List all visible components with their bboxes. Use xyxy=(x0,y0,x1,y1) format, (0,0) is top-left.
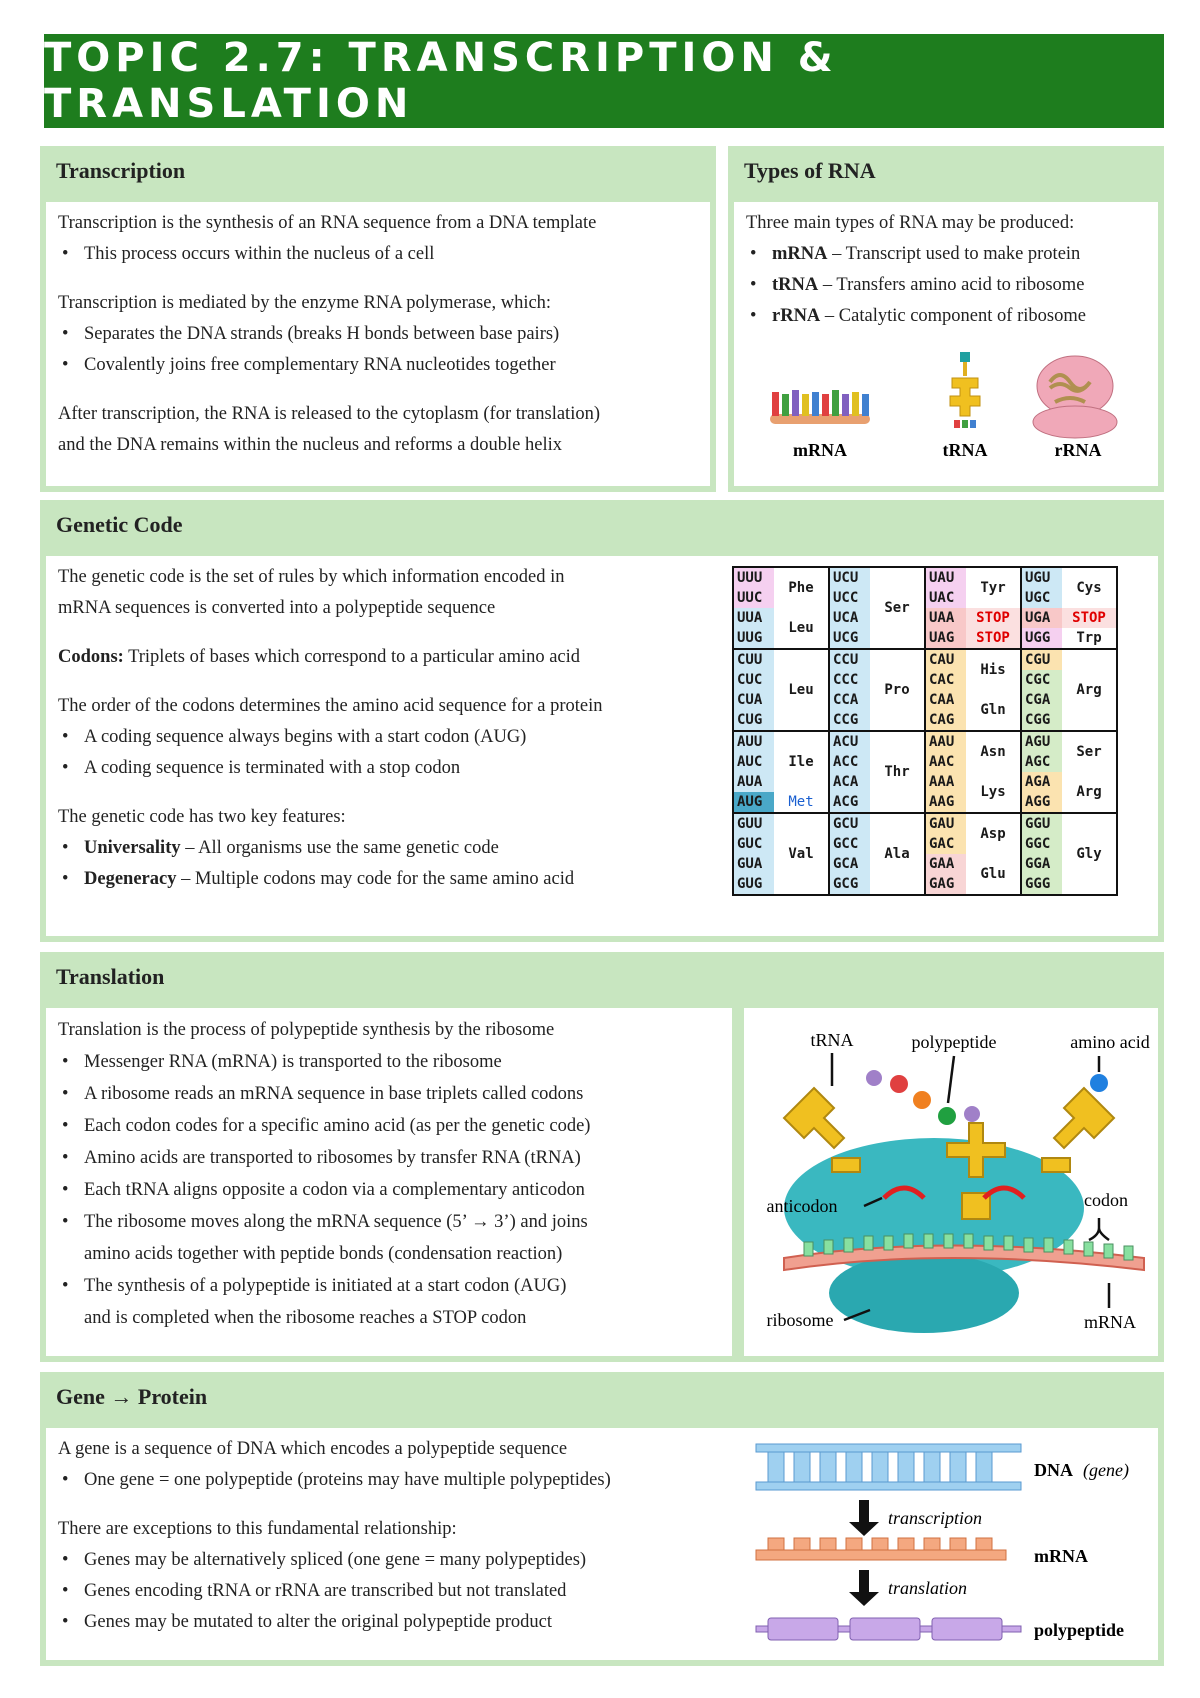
diagram-trna-label: tRNA xyxy=(810,1030,854,1050)
translation-diagram xyxy=(744,1008,1158,1356)
genetic-p3: The genetic code has two key features: xyxy=(58,807,346,827)
transcription-p2: Transcription is mediated by the enzyme RNA polymerase, which: xyxy=(58,293,552,313)
translation-panel xyxy=(40,952,1164,1362)
codon-cell: GGU xyxy=(1021,813,1062,834)
amino-acid-cell: Pro xyxy=(870,649,925,731)
feature-item: • Degeneracy – Multiple codons may code for the same amino acid xyxy=(58,864,758,895)
codon-cell: CAG xyxy=(925,710,966,731)
amino-acid-cell: Asn xyxy=(966,731,1021,772)
genetic-p2: The order of the codons determines the amino acid sequence for a protein xyxy=(58,696,603,716)
amino-acid-cell: Met xyxy=(774,792,829,813)
types-intro: Three main types of RNA may be produced: xyxy=(746,213,1075,233)
trna-right xyxy=(1042,1088,1114,1172)
amino-acid-bead xyxy=(938,1107,956,1125)
amino-acid-cell: Ser xyxy=(1062,731,1117,772)
codon-cell: GCU xyxy=(829,813,870,834)
feature-item: • Universality – All organisms use the same genetic code xyxy=(58,833,758,864)
diagram-mrna-label: mRNA xyxy=(1083,1312,1137,1332)
rrna-label: rRNA xyxy=(1054,440,1102,460)
codon-cell: ACA xyxy=(829,772,870,792)
codon-cell: ACG xyxy=(829,792,870,813)
codon-cell: AAG xyxy=(925,792,966,813)
codon-cell: UUU xyxy=(733,567,774,588)
codon-cell: ACU xyxy=(829,731,870,752)
codon-cell: UGA xyxy=(1021,608,1062,628)
amino-acid-bead xyxy=(866,1070,882,1086)
codon-cell: CUC xyxy=(733,670,774,690)
codon-cell: GGC xyxy=(1021,834,1062,854)
amino-acid-cell: Leu xyxy=(774,649,829,731)
codon-cell: AUG xyxy=(733,792,774,813)
transcription-bullet: • This process occurs within the nucleus of a cell xyxy=(58,239,698,270)
mrna-icon xyxy=(770,390,870,424)
codon-cell: CCC xyxy=(829,670,870,690)
genetic-heading: Genetic Code xyxy=(56,512,183,537)
amino-acid-cell: Gly xyxy=(1062,813,1117,895)
amino-acid-cell: Lys xyxy=(966,772,1021,813)
gene-protein-diagram xyxy=(746,1434,1156,1658)
mrna-label: mRNA xyxy=(793,440,847,460)
codon-cell: AGC xyxy=(1021,752,1062,772)
codon-cell: CCG xyxy=(829,710,870,731)
translation-heading: Translation xyxy=(56,964,165,989)
amino-acid-bead xyxy=(890,1075,908,1093)
codon-cell: GAA xyxy=(925,854,966,874)
transcription-p3: and the DNA remains within the nucleus and reforms a double helix xyxy=(58,435,562,455)
amino-acid-cell: Arg xyxy=(1062,772,1117,813)
codon-cell: UCA xyxy=(829,608,870,628)
trna-icon xyxy=(950,352,980,428)
amino-acid-cell: STOP xyxy=(1062,608,1117,628)
codon-cell: AUC xyxy=(733,752,774,772)
translation-bullet: • Amino acids are transported to ribosomes by transfer RNA (tRNA) xyxy=(58,1142,720,1174)
genetic-bullet: • A coding sequence is terminated with a stop codon xyxy=(58,753,758,784)
types-heading: Types of RNA xyxy=(744,158,876,183)
codon-row xyxy=(733,792,1117,813)
gene-bullet: • One gene = one polypeptide (proteins may have multiple polypeptides) xyxy=(58,1465,1146,1496)
codon-cell: AGA xyxy=(1021,772,1062,792)
gene-bullet: • Genes may be mutated to alter the original polypeptide product xyxy=(58,1607,1146,1638)
amino-acid-cell: Tyr xyxy=(966,567,1021,608)
amino-acid-cell: Arg xyxy=(1062,649,1117,731)
codon-cell: GCC xyxy=(829,834,870,854)
translation-p1: Translation is the process of polypeptide synthesis by the ribosome xyxy=(58,1020,555,1040)
free-amino-acid xyxy=(1090,1074,1108,1092)
amino-acid-cell: STOP xyxy=(966,628,1021,649)
codon-cell: GUG xyxy=(733,874,774,895)
codon-cell: GUC xyxy=(733,834,774,854)
translation-bullet: • Messenger RNA (mRNA) is transported to the ribosome xyxy=(58,1046,720,1078)
transcription-heading: Transcription xyxy=(56,158,186,183)
codons-definition: Codons: Triplets of bases which correspond to a particular amino acid xyxy=(58,647,581,667)
dna-label: DNA xyxy=(1034,1460,1073,1480)
codon-cell: UAG xyxy=(925,628,966,649)
codon-cell: GUU xyxy=(733,813,774,834)
codon-cell: CCA xyxy=(829,690,870,710)
codon-cell: CCU xyxy=(829,649,870,670)
amino-acid-cell: Val xyxy=(774,813,829,895)
rna-types-illustration xyxy=(740,352,1152,462)
transcription-panel xyxy=(40,146,716,492)
translation-bullet: • Each tRNA aligns opposite a codon via a complementary anticodon xyxy=(58,1174,720,1206)
trna-label: tRNA xyxy=(942,440,988,460)
codon-cell: UGU xyxy=(1021,567,1062,588)
codon-row xyxy=(733,813,1117,834)
codon-cell: UAC xyxy=(925,588,966,608)
codon-cell: CUA xyxy=(733,690,774,710)
rna-type-item: • mRNA – Transcript used to make protein xyxy=(746,239,1146,270)
rna-type-item: • tRNA – Transfers amino acid to ribosome xyxy=(746,270,1146,301)
gene-bullet: • Genes encoding tRNA or rRNA are transcribed but not translated xyxy=(58,1576,1146,1607)
codon-cell: UUG xyxy=(733,628,774,649)
codon-cell: GCA xyxy=(829,854,870,874)
codon-cell: CUG xyxy=(733,710,774,731)
amino-acid-cell: Cys xyxy=(1062,567,1117,608)
codon-cell: UGC xyxy=(1021,588,1062,608)
translation-bullet: • A ribosome reads an mRNA sequence in base triplets called codons xyxy=(58,1078,720,1110)
diagram-ribosome-label: ribosome xyxy=(766,1310,834,1330)
codon-row xyxy=(733,608,1117,628)
codon-cell: UAU xyxy=(925,567,966,588)
codon-grid xyxy=(732,566,1118,896)
genetic-p1: mRNA sequences is converted into a polypeptide sequence xyxy=(58,598,496,618)
codon-cell: AUU xyxy=(733,731,774,752)
diagram-codon-label: codon xyxy=(1084,1190,1128,1210)
genetic-code-panel xyxy=(40,500,1164,942)
amino-acid-cell: Glu xyxy=(966,854,1021,895)
codon-cell: ACC xyxy=(829,752,870,772)
codon-cell: UGG xyxy=(1021,628,1062,649)
codon-row xyxy=(733,649,1117,670)
amino-acid-cell: Ser xyxy=(870,567,925,649)
codon-cell: GAU xyxy=(925,813,966,834)
transcription-bullet: • Covalently joins free complementary RNA nucleotides together xyxy=(58,350,698,381)
codon-cell: CGG xyxy=(1021,710,1062,731)
codon-cell: UCG xyxy=(829,628,870,649)
gene-heading: Gene → Protein xyxy=(56,1384,208,1409)
rrna-icon xyxy=(1033,356,1117,438)
codon-cell: AAA xyxy=(925,772,966,792)
trna-left xyxy=(784,1088,860,1172)
gene-p2: There are exceptions to this fundamental relationship: xyxy=(58,1519,457,1539)
codon-cell: CGU xyxy=(1021,649,1062,670)
codon-cell: GGA xyxy=(1021,854,1062,874)
codon-cell: CUU xyxy=(733,649,774,670)
amino-acid-bead xyxy=(913,1091,931,1109)
codon-cell: AUA xyxy=(733,772,774,792)
codon-row xyxy=(733,567,1117,588)
codon-cell: CGC xyxy=(1021,670,1062,690)
codon-cell: UAA xyxy=(925,608,966,628)
codon-cell: GGG xyxy=(1021,874,1062,895)
mrna-step-label: mRNA xyxy=(1034,1546,1088,1566)
codon-cell: CAC xyxy=(925,670,966,690)
amino-acid-bead xyxy=(964,1106,980,1122)
transcription-p1: Transcription is the synthesis of an RNA sequence from a DNA template xyxy=(58,213,597,233)
gene-p1: A gene is a sequence of DNA which encodes a polypeptide sequence xyxy=(58,1439,568,1459)
amino-acid-cell: Trp xyxy=(1062,628,1117,649)
polypeptide-step-label: polypeptide xyxy=(1034,1620,1125,1640)
gene-label: (gene) xyxy=(1083,1460,1129,1480)
translation-bullet: • The synthesis of a polypeptide is initiated at a start codon (AUG) and is completed when the ribosome reaches a STOP codon xyxy=(58,1270,720,1334)
amino-acid-cell: Gln xyxy=(966,690,1021,731)
codon-cell: GAG xyxy=(925,874,966,895)
codon-cell: AAC xyxy=(925,752,966,772)
codon-cell: GUA xyxy=(733,854,774,874)
codon-cell: UUC xyxy=(733,588,774,608)
translation-step-label: translation xyxy=(888,1578,968,1598)
amino-acid-cell: His xyxy=(966,649,1021,690)
amino-acid-cell: Ile xyxy=(774,731,829,792)
codon-cell: GAC xyxy=(925,834,966,854)
genetic-bullet: • A coding sequence always begins with a start codon (AUG) xyxy=(58,722,758,753)
amino-acid-cell: Ala xyxy=(870,813,925,895)
codon-row xyxy=(733,731,1117,752)
amino-acid-cell: Thr xyxy=(870,731,925,813)
genetic-p1: The genetic code is the set of rules by which information encoded in xyxy=(58,567,565,587)
codon-cell: AAU xyxy=(925,731,966,752)
codon-cell: UCU xyxy=(829,567,870,588)
codon-cell: UCC xyxy=(829,588,870,608)
amino-acid-cell: Phe xyxy=(774,567,829,608)
gene-bullet: • Genes may be alternatively spliced (one gene = many polypeptides) xyxy=(58,1545,1146,1576)
page-title: TOPIC 2.7: TRANSCRIPTION & TRANSLATION xyxy=(44,34,1164,128)
gene-protein-panel xyxy=(40,1372,1164,1666)
transcription-step-label: transcription xyxy=(888,1508,983,1528)
codon-cell: CAU xyxy=(925,649,966,670)
translation-bullet: • The ribosome moves along the mRNA sequence (5’ → 3’) and joins amino acids together with peptide bonds (condensation reaction) xyxy=(58,1206,720,1270)
types-of-rna-panel xyxy=(728,146,1164,492)
amino-acid-cell: Asp xyxy=(966,813,1021,854)
diagram-amino-acid-label: amino acid xyxy=(1070,1032,1150,1052)
codon-cell: UUA xyxy=(733,608,774,628)
diagram-anticodon-label: anticodon xyxy=(766,1196,838,1216)
codon-cell: GCG xyxy=(829,874,870,895)
codon-table xyxy=(732,566,1118,896)
diagram-polypeptide-label: polypeptide xyxy=(911,1032,997,1052)
rna-type-item: • rRNA – Catalytic component of ribosome xyxy=(746,301,1146,332)
amino-acid-cell: STOP xyxy=(966,608,1021,628)
codon-cell: AGG xyxy=(1021,792,1062,813)
ribosome-small-subunit xyxy=(829,1253,1019,1333)
transcription-p3: After transcription, the RNA is released to the cytoplasm (for translation) xyxy=(58,404,601,424)
codon-cell: CGA xyxy=(1021,690,1062,710)
translation-bullet: • Each codon codes for a specific amino acid (as per the genetic code) xyxy=(58,1110,720,1142)
codon-cell: CAA xyxy=(925,690,966,710)
transcription-bullet: • Separates the DNA strands (breaks H bonds between base pairs) xyxy=(58,319,698,350)
amino-acid-cell: Leu xyxy=(774,608,829,649)
codon-cell: AGU xyxy=(1021,731,1062,752)
